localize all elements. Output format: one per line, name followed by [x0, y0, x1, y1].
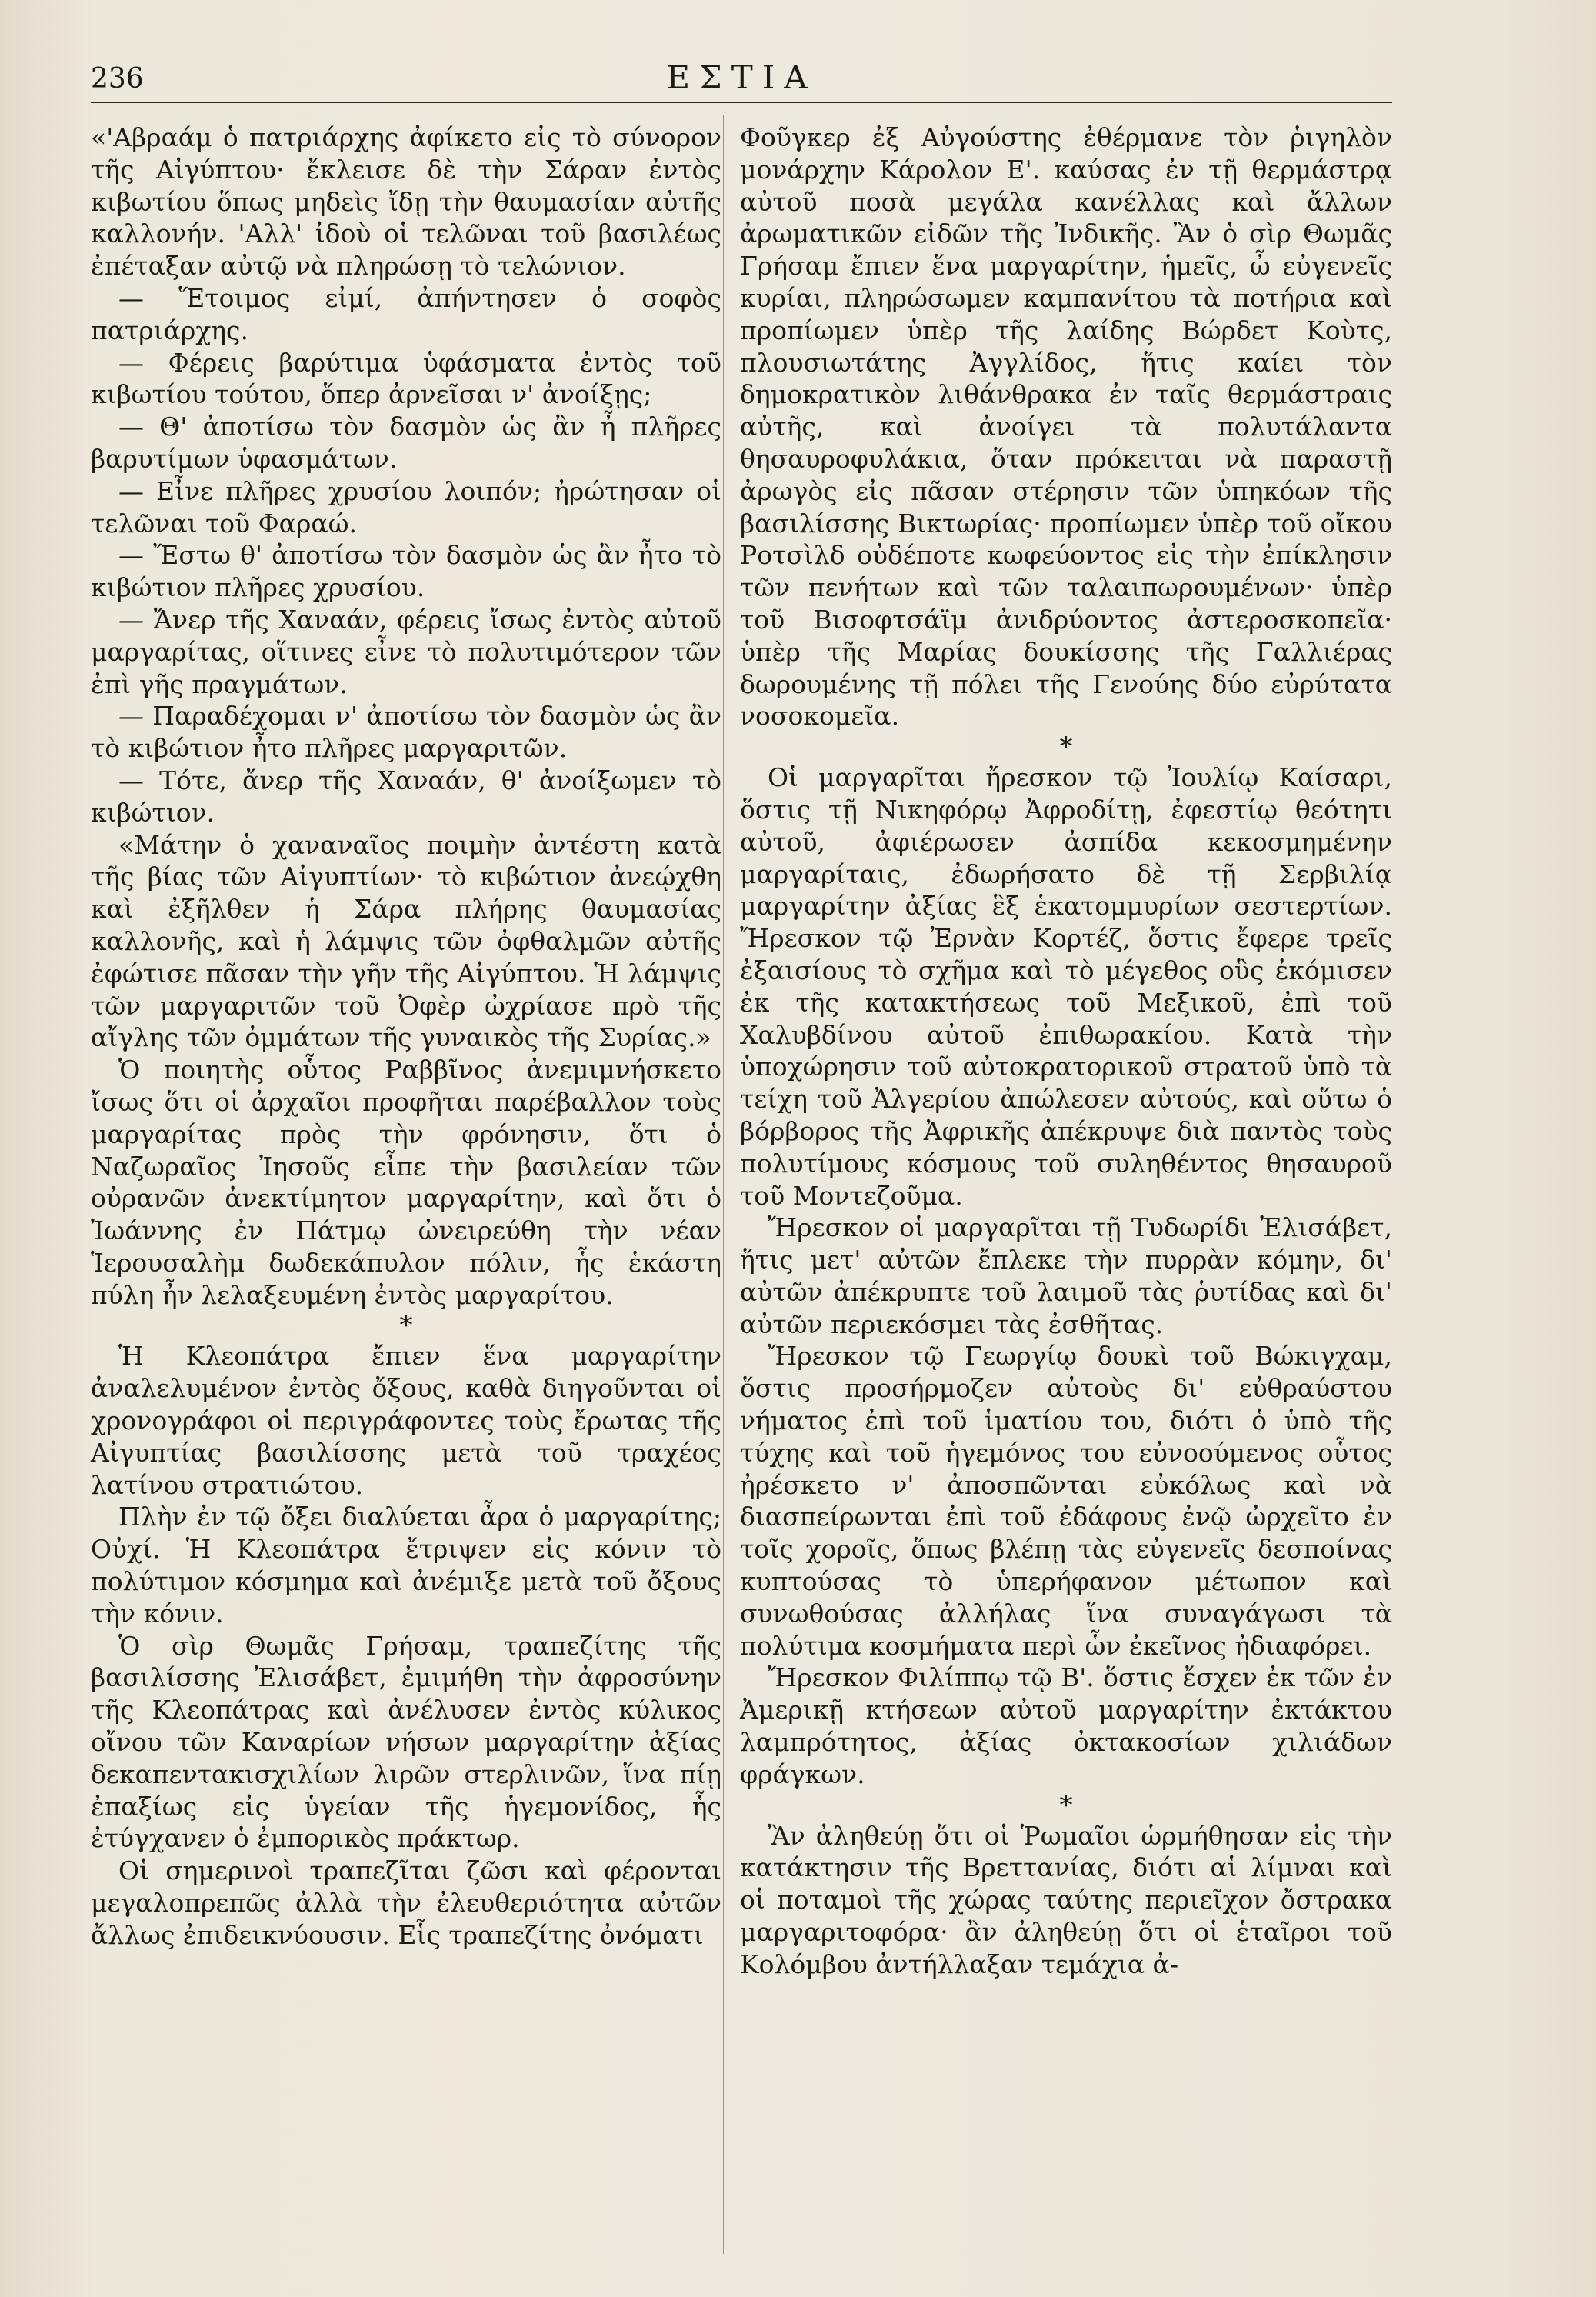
- section-separator: *: [1059, 732, 1073, 763]
- paragraph: «'Αβραάμ ὁ πατριάρχης ἀφίκετο εἰς τὸ σύνορον τῆς Αἰγύπτου· ἔκλεισε δὲ τὴν Σάραν ἐντὸς κιβωτίου ὅπως μηδεὶς ἴδῃ τὴν θαυμασίαν αὐτῆς καλλονήν. 'Αλλ' ἰδοὺ οἱ τελῶναι τοῦ βασιλέως ἐπέταξαν αὐτῷ νὰ πληρώσῃ τὸ τελώνιον.: [91, 122, 721, 282]
- paragraph: Οἱ μαργαρῖται ἤρεσκον τῷ Ἰουλίῳ Καίσαρι, ὅστις τῇ Νικηφόρῳ Ἀφροδίτῃ, ἐφεστίῳ θεότητι αὐτοῦ, ἀφιέρωσεν ἀσπίδα κεκοσμημένην μαργαρίταις, ἐδωρήσατο δὲ τῇ Σερβιλίᾳ μαργαρίτην ἀξίας ἓξ ἑκατομμυρίων σεστερτίων. Ἤρεσκον τῷ Ἐρνὰν Κορτέζ, ὅστις ἔφερε τρεῖς ἐξαισίους τὸ σχῆμα καὶ τὸ μέγεθος οὓς ἐκόμισεν ἐκ τῆς κατακτήσεως τοῦ Μεξικοῦ, ἐπὶ τοῦ Χαλυβδίνου αὐτοῦ ἐπιθωρακίου. Κατὰ τὴν ὑποχώρησιν τοῦ αὐτοκρατορικοῦ στρατοῦ ὑπὸ τὰ τείχη τοῦ Ἀλγερίου ἀπώλεσεν αὐτούς, καὶ οὕτω ὁ βόρβορος τῆς Ἀφρικῆς ἀπέκρυψε διὰ παντὸς τοὺς πολυτίμους κόσμους τοῦ συληθέντος θησαυροῦ τοῦ Μοντεζοῦμα.: [740, 762, 1392, 1211]
- paragraph: Ὁ ποιητὴς οὗτος Ραββῖνος ἀνεμιμνήσκετο ἴσως ὅτι οἱ ἀρχαῖοι προφῆται παρέβαλλον τοὺς μαργαρίτας πρὸς τὴν φρόνησιν, ὅτι ὁ Ναζωραῖος Ἰησοῦς εἶπε τὴν βασιλείαν τῶν οὐρανῶν ἀνεκτίμητον μαργαρίτην, καὶ ὅτι ὁ Ἰωάννης ἐν Πάτμῳ ὠνειρεύθη τὴν νέαν Ἱερουσαλὴμ δωδεκάπυλον πόλιν, ἧς ἑκάστη πύλη ἦν λελαξευμένη ἐντὸς μαργαρίτου.: [91, 1055, 721, 1310]
- paragraph: Φοῦγκερ ἐξ Αὐγούστης ἐθέρμανε τὸν ῥιγηλὸν μονάρχην Κάρολον Ε'. καύσας ἐν τῇ θερμάστρᾳ αὐτοῦ ποσὰ μεγάλα κανέλλας καὶ ἄλλων ἀρωματικῶν εἰδῶν τῆς Ἰνδικῆς. Ἂν ὁ σὶρ Θωμᾶς Γρήσαμ ἔπιεν ἕνα μαργαρίτην, ἡμεῖς, ὦ εὐγενεῖς κυρίαι, πληρώσωμεν καμπανίτου τὰ ποτήρια καὶ προπίωμεν ὑπὲρ τῆς λαίδης Βώρδετ Κοὺτς, πλουσιωτάτης Ἀγγλίδος, ἥτις καίει τὸν δημοκρατικὸν λιθάνθρακα ἐν ταῖς θερμάστραις αὐτῆς, καὶ ἀνοίγει τὰ πολυτάλαντα θησαυροφυλάκια, ὅταν πρόκειται νὰ παραστῇ ἀρωγὸς εἰς πᾶσαν στέρησιν τῶν ὑπηκόων τῆς βασιλίσσης Βικτωρίας· προπίωμεν ὑπὲρ τοῦ οἴκου Ροτσὶλδ οὐδέποτε κωφεύοντος εἰς τὴν ἐπίκλησιν τῶν πενήτων καὶ τῶν ταλαιπωρουμένων· ὑπὲρ τοῦ Βισοφτσάϊμ ἀνιδρύοντος ἀστεροσκοπεῖα· ὑπὲρ τῆς Μαρίας δουκίσσης τῆς Γαλλιέρας δωρουμένης τῇ πόλει τῆς Γενούης δύο εὐρύτατα νοσοκομεῖα.: [740, 122, 1392, 732]
- paragraph: Οἱ σημερινοὶ τραπεζῖται ζῶσι καὶ φέρονται μεγαλοπρεπῶς ἀλλὰ τὴν ἐλευθεριότητα αὐτῶν ἄλλως ἐπιδεικνύουσιν. Εἷς τραπεζίτης ὀνόματι: [91, 1855, 721, 1950]
- right-column: [740, 122, 1392, 1981]
- paragraph: — Τότε, ἄνερ τῆς Χαναάν, θ' ἀνοίξωμεν τὸ κιβώτιον.: [91, 765, 721, 828]
- paragraph: — Ἕτοιμος εἰμί, ἀπήντησεν ὁ σοφὸς πατριάρχης.: [91, 282, 721, 345]
- paragraph: — Εἶνε πλῆρες χρυσίου λοιπόν; ἠρώτησαν οἱ τελῶναι τοῦ Φαραώ.: [91, 475, 721, 538]
- paragraph: — Παραδέχομαι ν' ἀποτίσω τὸν δασμὸν ὡς ἂν τὸ κιβώτιον ἦτο πλῆρες μαργαριτῶν.: [91, 701, 721, 764]
- paragraph: — Θ' ἀποτίσω τὸν δασμὸν ὡς ἂν ἦ πλῆρες βαρυτίμων ὑφασμάτων.: [91, 412, 721, 474]
- paragraph: — Ἔστω θ' ἀποτίσω τὸν δασμὸν ὡς ἂν ἦτο τὸ κιβώτιον πλῆρες χρυσίου.: [91, 540, 721, 603]
- paragraph: — Φέρεις βαρύτιμα ὑφάσματα ἐντὸς τοῦ κιβωτίου τούτου, ὅπερ ἀρνεῖσαι ν' ἀνοίξῃς;: [91, 347, 721, 410]
- paragraph: Ὁ σὶρ Θωμᾶς Γρήσαμ, τραπεζίτης τῆς βασιλίσσης Ἐλισάβετ, ἐμιμήθη τὴν ἀφροσύνην τῆς Κλεοπάτρας καὶ ἀνέλυσεν ἐντὸς κύλικος οἴνου τῶν Καναρίων νήσων μαργαρίτην ἀξίας δεκαπεντακισχιλίων λιρῶν στερλινῶν, ἵνα πίῃ ἐπαξίως εἰς ὑγείαν τῆς ἡγεμονίδος, ἧς ἐτύγχανεν ὁ ἐμπορικὸς πράκτωρ.: [91, 1630, 721, 1854]
- paragraph: — Ἄνερ τῆς Χαναάν, φέρεις ἴσως ἐντὸς αὐτοῦ μαργαρίτας, οἵτινες εἶνε τὸ πολυτιμότερον τῶν ἐπὶ γῆς πραγμάτων.: [91, 604, 721, 699]
- header-rule: [91, 102, 1392, 103]
- column-divider: [723, 115, 724, 2254]
- journal-title: ΕΣΤΙΑ: [666, 58, 817, 96]
- left-column: [91, 122, 721, 1952]
- section-separator: *: [399, 1310, 413, 1342]
- paragraph: Ἤρεσκον Φιλίππῳ τῷ Β'. ὅστις ἔσχεν ἐκ τῶν ἐν Ἀμερικῇ κτήσεων αὐτοῦ μαργαρίτην ἐκτάκτου λαμπρότητος, ἀξίας ὀκτακοσίων χιλιάδων φράγκων.: [740, 1662, 1392, 1789]
- page-number: 236: [91, 63, 144, 95]
- section-separator: *: [1059, 1789, 1073, 1821]
- paragraph: Ἂν ἀληθεύῃ ὅτι οἱ Ῥωμαῖοι ὡρμήθησαν εἰς τὴν κατάκτησιν τῆς Βρεττανίας, διότι αἱ λίμναι καὶ οἱ ποταμοὶ τῆς χώρας ταύτης περιεῖχον ὄστρακα μαργαριτοφόρα· ἂν ἀληθεύῃ ὅτι οἱ ἑταῖροι τοῦ Κολόμβου ἀντήλλαξαν τεμάχια ἀ-: [740, 1820, 1392, 1979]
- paragraph: Ἡ Κλεοπάτρα ἔπιεν ἕνα μαργαρίτην ἀναλελυμένον ἐντὸς ὄξους, καθὰ διηγοῦνται οἱ χρονογράφοι οἱ περιγράφοντες τοὺς ἔρωτας τῆς Αἰγυπτίας βασιλίσσης μετὰ τοῦ τραχέος λατίνου στρατιώτου.: [91, 1341, 721, 1500]
- paragraph: «Μάτην ὁ χαναναῖος ποιμὴν ἀντέστη κατὰ τῆς βίας τῶν Αἰγυπτίων· τὸ κιβώτιον ἀνεῴχθη καὶ ἐξῆλθεν ἡ Σάρα πλήρης θαυμασίας καλλονῆς, καὶ ἡ λάμψις τῶν ὀφθαλμῶν αὐτῆς ἐφώτισε πᾶσαν τὴν γῆν τῆς Αἰγύπτου. Ἡ λάμψις τῶν μαργαριτῶν τοῦ Ὀφὲρ ὠχρίασε πρὸ τῆς αἴγλης τῶν ὀμμάτων τῆς γυναικὸς τῆς Συρίας.»: [91, 829, 721, 1053]
- paragraph: Πλὴν ἐν τῷ ὄξει διαλύεται ἆρα ὁ μαργαρίτης; Οὐχί. Ἡ Κλεοπάτρα ἔτριψεν εἰς κόνιν τὸ πολύτιμον κόσμημα καὶ ἀνέμιξε μετὰ τοῦ ὄξους τὴν κόνιν.: [91, 1502, 721, 1629]
- paragraph: Ἤρεσκον τῷ Γεωργίῳ δουκὶ τοῦ Βώκιγχαμ, ὅστις προσήρμοζεν αὐτοὺς δι' εὐθραύστου νήματος ἐπὶ τοῦ ἱματίου του, διότι ὁ ὑπὸ τῆς τύχης καὶ τοῦ ἡγεμόνος του εὐνοούμενος οὗτος ἠρέσκετο ν' ἀποσπῶνται εὐκόλως καὶ νὰ διασπείρωνται ἐπὶ τοῦ ἐδάφους ἐνῷ ὠρχεῖτο ἐν τοῖς χοροῖς, ὅπως βλέπῃ τὰς εὐγενεῖς δεσποίνας κυπτούσας τὸ ὑπερήφανον μέτωπον καὶ συνωθούσας ἀλλήλας ἵνα συναγάγωσι τὰ πολύτιμα κοσμήματα περὶ ὧν ἐκεῖνος ἠδιαφόρει.: [740, 1341, 1392, 1661]
- page-header: [91, 52, 1392, 95]
- paragraph: Ἤρεσκον οἱ μαργαρῖται τῇ Τυδωρίδι Ἐλισάβετ, ἥτις μετ' αὐτῶν ἔπλεκε τὴν πυρρὰν κόμην, δι' αὐτῶν ἀπέκρυπτε τοῦ λαιμοῦ τὰς ῥυτίδας καὶ δι' αὐτῶν περιεκόσμει τὰς ἐσθῆτας.: [740, 1212, 1392, 1339]
